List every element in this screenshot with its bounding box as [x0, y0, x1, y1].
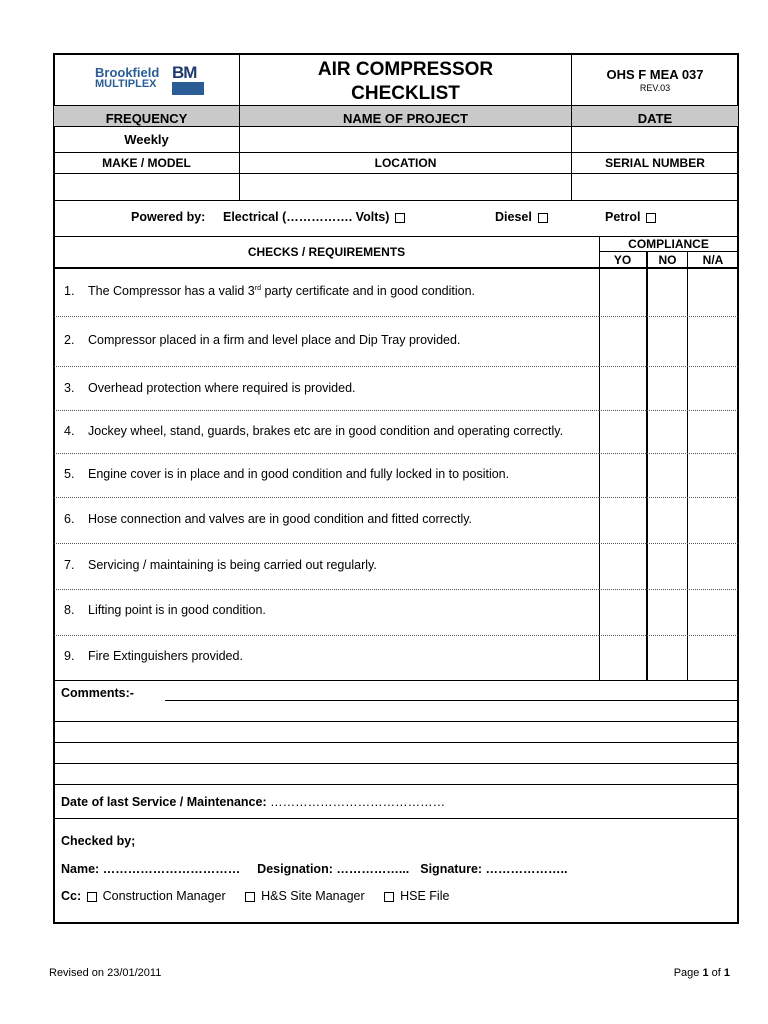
powered-by-label: Powered by:	[131, 210, 206, 224]
cc-hs-site-manager-checkbox[interactable]	[245, 892, 255, 902]
logo-line2: MULTIPLEX	[95, 78, 157, 90]
check-item	[64, 603, 266, 617]
date-label: DATE	[637, 111, 673, 126]
check-item-number: 5.	[64, 467, 75, 481]
serial-number-label: SERIAL NUMBER	[605, 156, 705, 170]
check-item-text: Lifting point is in good condition.	[88, 603, 266, 617]
project-label: NAME OF PROJECT	[343, 111, 468, 126]
cc-hs-site-manager-label: H&S Site Manager	[261, 889, 365, 903]
cc-construction-manager-label: Construction Manager	[102, 889, 226, 903]
designation-label: Designation:	[257, 862, 333, 876]
logo-mark	[172, 63, 204, 97]
electrical-checkbox[interactable]	[395, 213, 405, 223]
check-item-number: 1.	[64, 284, 75, 298]
cc-hse-file-checkbox[interactable]	[384, 892, 394, 902]
logo-mark-bar	[172, 82, 204, 95]
check-item-text: Servicing / maintaining is being carried out regularly.	[88, 558, 377, 572]
col-na-header: N/A	[702, 253, 724, 267]
power-option-electrical[interactable]	[223, 210, 405, 224]
check-item-number: 7.	[64, 558, 75, 572]
check-item-number: 3.	[64, 381, 75, 395]
name-label: Name:	[61, 862, 100, 876]
make-model-label: MAKE / MODEL	[102, 156, 191, 170]
check-item-sup: rd	[254, 284, 261, 292]
cc-row	[61, 889, 449, 903]
check-item-number: 6.	[64, 512, 75, 526]
electrical-label: Electrical (……………. Volts)	[223, 210, 390, 224]
petrol-checkbox[interactable]	[646, 213, 656, 223]
signature-label: Signature:	[420, 862, 483, 876]
check-item-text: Fire Extinguishers provided.	[88, 649, 243, 663]
check-item-text: Engine cover is in place and in good condition and fully locked in to position.	[88, 467, 510, 481]
check-item	[64, 381, 356, 395]
col-yes-header: YO	[613, 253, 632, 267]
serial-number-field[interactable]	[572, 174, 738, 200]
check-item	[64, 512, 472, 526]
check-item	[64, 333, 460, 347]
check-item-text: Jockey wheel, stand, guards, brakes etc are in good condition and operating correctly.	[88, 424, 564, 438]
make-model-field[interactable]	[54, 174, 239, 200]
check-item	[64, 467, 509, 481]
diesel-checkbox[interactable]	[538, 213, 548, 223]
page-mid: of	[708, 967, 724, 979]
power-option-petrol[interactable]	[605, 210, 656, 224]
location-label: LOCATION	[374, 156, 437, 170]
comments-label: Comments:-	[61, 686, 134, 700]
cc-hse-file-label: HSE File	[400, 889, 450, 903]
cc-construction-manager-checkbox[interactable]	[87, 892, 97, 902]
date-field[interactable]	[572, 127, 738, 152]
comments-line[interactable]	[165, 700, 738, 701]
check-item	[64, 284, 475, 298]
page-number	[674, 967, 730, 979]
signoff-row	[61, 862, 568, 876]
revised-date: Revised on 23/01/2011	[49, 967, 162, 979]
checked-by-label: Checked by;	[61, 834, 136, 848]
check-item	[64, 558, 377, 572]
check-item-number: 8.	[64, 603, 75, 617]
check-item-text-end: party certificate and in good condition.	[260, 284, 476, 298]
designation-field[interactable]: ……………...	[336, 862, 410, 876]
check-item-text: Overhead protection where required is provided.	[88, 381, 356, 395]
frequency-label: FREQUENCY	[105, 111, 188, 126]
title-line1: AIR COMPRESSOR	[317, 59, 494, 80]
title-line2: CHECKLIST	[351, 83, 460, 104]
service-date-label: Date of last Service / Maintenance:	[61, 795, 267, 809]
check-item-text: Compressor placed in a firm and level place and Dip Tray provided.	[88, 333, 461, 347]
service-date	[61, 795, 445, 809]
service-date-field[interactable]: ……………………………………	[270, 795, 446, 809]
cc-label: Cc:	[61, 889, 82, 903]
logo-mark-text: BM	[172, 63, 197, 82]
company-logo	[95, 63, 210, 99]
location-field[interactable]	[240, 174, 571, 200]
form-code: OHS F MEA 037	[606, 67, 704, 82]
frequency-value: Weekly	[124, 132, 169, 147]
project-field[interactable]	[240, 127, 571, 152]
signature-field[interactable]: ………………..	[485, 862, 568, 876]
power-option-diesel[interactable]	[495, 210, 548, 224]
form-code-block	[572, 67, 738, 93]
form-revision: REV.03	[639, 83, 671, 93]
page-total: 1	[723, 967, 730, 979]
check-item-number: 9.	[64, 649, 75, 663]
check-item	[64, 424, 563, 438]
petrol-label: Petrol	[605, 210, 641, 224]
page-current: 1	[702, 967, 709, 979]
check-item	[64, 649, 243, 663]
page-title	[240, 58, 571, 106]
name-field[interactable]: ……………………………	[102, 862, 241, 876]
compliance-header: COMPLIANCE	[628, 237, 709, 251]
logo-line1: Brookfield	[95, 65, 160, 80]
col-no-header: NO	[658, 253, 677, 267]
check-item-number: 2.	[64, 333, 75, 347]
check-item-number: 4.	[64, 424, 75, 438]
page-prefix: Page	[673, 967, 703, 979]
diesel-label: Diesel	[495, 210, 532, 224]
check-item-text: Hose connection and valves are in good condition and fitted correctly.	[88, 512, 473, 526]
check-item-text: The Compressor has a valid 3	[88, 284, 255, 298]
checks-header: CHECKS / REQUIREMENTS	[247, 245, 406, 259]
